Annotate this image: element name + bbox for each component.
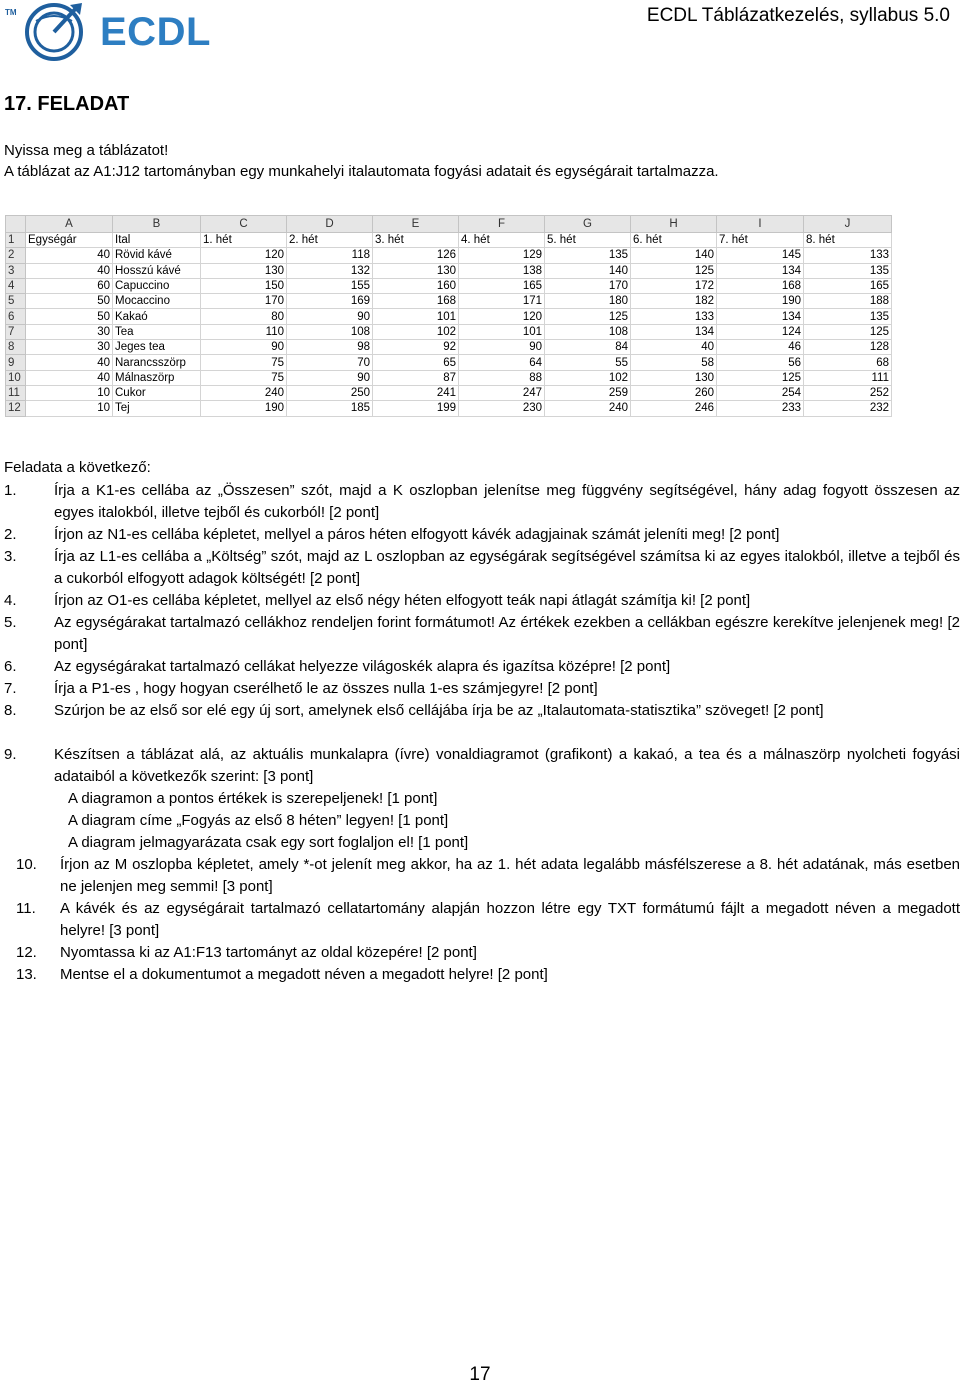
brand-name: ECDL xyxy=(100,10,211,54)
table-cell: 60 xyxy=(26,278,113,293)
table-cell: 259 xyxy=(545,385,631,400)
table-row xyxy=(6,401,892,416)
table-cell: 10 xyxy=(26,401,113,416)
table-cell: 58 xyxy=(631,355,717,370)
table-cell: 172 xyxy=(631,278,717,293)
table-cell: 50 xyxy=(26,309,113,324)
table-cell: 110 xyxy=(201,324,287,339)
task-text: Az egységárakat tartalmazó cellákat helyezze világoskék alapra és igazítsa középre! [2 pont] xyxy=(54,658,671,675)
task-item xyxy=(4,942,960,964)
table-cell: 126 xyxy=(373,248,459,263)
table-cell: 180 xyxy=(545,294,631,309)
column-header: H xyxy=(631,216,717,233)
table-cell: 92 xyxy=(373,340,459,355)
table-cell: 40 xyxy=(26,248,113,263)
row-header: 8 xyxy=(6,340,26,355)
table-cell: Málnaszörp xyxy=(113,370,201,385)
task-number: 2. xyxy=(4,526,17,543)
task-item xyxy=(4,854,960,898)
table-cell: 50 xyxy=(26,294,113,309)
header-cell: 2. hét xyxy=(287,233,373,248)
row-header: 1 xyxy=(6,233,26,248)
table-cell: 75 xyxy=(201,370,287,385)
table-cell: 169 xyxy=(287,294,373,309)
task-number: 10. xyxy=(16,856,37,873)
spreadsheet-table xyxy=(5,215,892,417)
table-cell: 133 xyxy=(631,309,717,324)
table-cell: 56 xyxy=(717,355,804,370)
table-cell: 87 xyxy=(373,370,459,385)
row-header: 7 xyxy=(6,324,26,339)
task-number: 8. xyxy=(4,702,17,719)
trademark-mark: TM xyxy=(5,8,17,17)
row-header: 2 xyxy=(6,248,26,263)
task-subitem: A diagram jelmagyarázata csak egy sort foglaljon el! [1 pont] xyxy=(68,834,469,851)
table-cell: 190 xyxy=(717,294,804,309)
table-cell: 150 xyxy=(201,278,287,293)
table-cell: 199 xyxy=(373,401,459,416)
table-cell: 138 xyxy=(459,263,545,278)
header-cell: 8. hét xyxy=(804,233,892,248)
task-item xyxy=(4,612,960,656)
task-text: A kávék és az egységárait tartalmazó cellatartomány alapján hozzon létre egy TXT formátumú fájlt a megadott néven a megadott helyre! [3 pont] xyxy=(60,900,960,939)
header-cell: 7. hét xyxy=(717,233,804,248)
table-cell: 88 xyxy=(459,370,545,385)
table-cell: 120 xyxy=(201,248,287,263)
column-header: A xyxy=(26,216,113,233)
task-item xyxy=(4,744,960,788)
table-cell: 233 xyxy=(717,401,804,416)
table-cell: Capuccino xyxy=(113,278,201,293)
table-row xyxy=(6,309,892,324)
table-cell: 165 xyxy=(804,278,892,293)
column-header: E xyxy=(373,216,459,233)
header-cell: 4. hét xyxy=(459,233,545,248)
table-cell: 90 xyxy=(201,340,287,355)
table-cell: 101 xyxy=(373,309,459,324)
row-header: 11 xyxy=(6,385,26,400)
table-cell: Rövid kávé xyxy=(113,248,201,263)
task-item xyxy=(4,678,960,700)
task-text: Szúrjon be az első sor elé egy új sort, amelynek első cellájába írja be az „Italautomata-statisztika” szöveget! [2 pont] xyxy=(54,702,824,719)
table-cell: 46 xyxy=(717,340,804,355)
task-title: 17. FELADAT xyxy=(4,93,130,115)
header-cell: 5. hét xyxy=(545,233,631,248)
task-text: Írja a P1-es , hogy hogyan cserélhető le az összes nulla 1-es számjegyre! [2 pont] xyxy=(54,680,598,697)
table-row xyxy=(6,340,892,355)
table-cell: 130 xyxy=(373,263,459,278)
column-header: G xyxy=(545,216,631,233)
table-cell: 252 xyxy=(804,385,892,400)
task-text: Készítsen a táblázat alá, az aktuális munkalapra (ívre) vonaldiagramot (grafikont) a kakaó, a tea és a málnaszörp nyolcheti fogyási adataiból a következők szerint: [3 pont] xyxy=(54,746,960,785)
task-text: Az egységárakat tartalmazó cellákhoz rendeljen forint formátumot! Az értékek ezekben a cellákban egészre kerekítve jelenjenek meg! [2 pont] xyxy=(54,614,960,653)
table-cell: Mocaccino xyxy=(113,294,201,309)
task-subitem: A diagramon a pontos értékek is szerepeljenek! [1 pont] xyxy=(68,790,438,807)
table-row xyxy=(6,385,892,400)
task-list-lead: Feladata a következő: xyxy=(4,459,151,476)
table-cell: Kakaó xyxy=(113,309,201,324)
table-row xyxy=(6,278,892,293)
table-cell: 170 xyxy=(545,278,631,293)
row-header: 10 xyxy=(6,370,26,385)
task-text: Írjon az M oszlopba képletet, amely *-ot jelenít meg akkor, ha az 1. hét adata legalább másfélszerese a 8. hét adatának, más esetben ne jelenjen meg semmi! [3 pont] xyxy=(60,856,960,895)
task-number: 7. xyxy=(4,680,17,697)
table-cell: 102 xyxy=(373,324,459,339)
header-cell: 6. hét xyxy=(631,233,717,248)
table-cell: Tej xyxy=(113,401,201,416)
page-number: 17 xyxy=(469,1364,491,1385)
table-cell: 84 xyxy=(545,340,631,355)
task-number: 5. xyxy=(4,614,17,631)
table-cell: 133 xyxy=(804,248,892,263)
table-cell: 171 xyxy=(459,294,545,309)
table-cell: 90 xyxy=(287,309,373,324)
task-text: Írjon az O1-es cellába képletet, mellyel az első négy héten elfogyott teák napi átlagát számítja ki! [2 pont] xyxy=(54,592,751,609)
task-list xyxy=(4,480,960,986)
table-row xyxy=(6,263,892,278)
table-cell: 230 xyxy=(459,401,545,416)
header-cell: Egységár xyxy=(26,233,113,248)
column-header: B xyxy=(113,216,201,233)
table-row xyxy=(6,248,892,263)
column-header-row xyxy=(6,216,892,233)
table-cell: 188 xyxy=(804,294,892,309)
table-cell: 128 xyxy=(804,340,892,355)
ecdl-logo-icon xyxy=(14,1,94,63)
table-cell: 182 xyxy=(631,294,717,309)
task-item xyxy=(4,898,960,942)
header-cell: 1. hét xyxy=(201,233,287,248)
table-cell: 125 xyxy=(804,324,892,339)
column-header: J xyxy=(804,216,892,233)
header-cell: Ital xyxy=(113,233,201,248)
task-text: Írja az L1-es cellába a „Költség” szót, majd az L oszlopban az egységárak segítségével számítsa ki az egyes italokból, illetve a tejből és a cukorból elfogyott adagok költségét! [2 pont] xyxy=(54,548,960,587)
table-cell: 68 xyxy=(804,355,892,370)
page-header xyxy=(0,0,960,62)
table-cell: Cukor xyxy=(113,385,201,400)
table-cell: 125 xyxy=(631,263,717,278)
table-cell: 70 xyxy=(287,355,373,370)
table-cell: 90 xyxy=(287,370,373,385)
select-all-corner xyxy=(6,216,26,233)
table-cell: 75 xyxy=(201,355,287,370)
table-cell: 135 xyxy=(804,309,892,324)
task-item xyxy=(4,480,960,524)
table-cell: 40 xyxy=(631,340,717,355)
table-cell: 108 xyxy=(545,324,631,339)
table-row xyxy=(6,355,892,370)
table-cell: 185 xyxy=(287,401,373,416)
table-cell: 10 xyxy=(26,385,113,400)
table-cell: 254 xyxy=(717,385,804,400)
table-cell: 232 xyxy=(804,401,892,416)
table-cell: 40 xyxy=(26,355,113,370)
row-header: 6 xyxy=(6,309,26,324)
row-header: 4 xyxy=(6,278,26,293)
table-cell: 30 xyxy=(26,340,113,355)
table-cell: 160 xyxy=(373,278,459,293)
table-cell: 65 xyxy=(373,355,459,370)
table-cell: 129 xyxy=(459,248,545,263)
task-number: 6. xyxy=(4,658,17,675)
task-item xyxy=(4,700,960,722)
table-cell: 140 xyxy=(631,248,717,263)
task-text: Nyomtassa ki az A1:F13 tartományt az oldal közepére! [2 pont] xyxy=(60,944,477,961)
task-subitem: A diagram címe „Fogyás az első 8 héten” legyen! [1 pont] xyxy=(68,812,449,829)
table-cell: 132 xyxy=(287,263,373,278)
spreadsheet-screenshot xyxy=(5,215,891,425)
spacer xyxy=(4,722,960,744)
table-cell: 155 xyxy=(287,278,373,293)
row-header: 3 xyxy=(6,263,26,278)
intro-line-1: Nyissa meg a táblázatot! xyxy=(4,142,169,159)
table-cell: 40 xyxy=(26,370,113,385)
task-text: Írjon az N1-es cellába képletet, mellyel a páros héten elfogyott kávék adagjainak számát jeleníti meg! [2 pont] xyxy=(54,526,780,543)
table-cell: 168 xyxy=(717,278,804,293)
table-cell: 102 xyxy=(545,370,631,385)
task-text: Mentse el a dokumentumot a megadott néven a megadott helyre! [2 pont] xyxy=(60,966,548,983)
column-header: I xyxy=(717,216,804,233)
column-header: F xyxy=(459,216,545,233)
table-cell: Tea xyxy=(113,324,201,339)
table-cell: 80 xyxy=(201,309,287,324)
column-header: C xyxy=(201,216,287,233)
table-cell: 125 xyxy=(545,309,631,324)
row-header: 12 xyxy=(6,401,26,416)
task-item xyxy=(4,546,960,590)
table-cell: 145 xyxy=(717,248,804,263)
row-header: 9 xyxy=(6,355,26,370)
table-cell: 240 xyxy=(201,385,287,400)
table-cell: 134 xyxy=(631,324,717,339)
column-header: D xyxy=(287,216,373,233)
intro-line-2: A táblázat az A1:J12 tartományban egy munkahelyi italautomata fogyási adatait és egységárait tartalmazza. xyxy=(4,163,719,180)
table-row xyxy=(6,233,892,248)
task-item xyxy=(4,656,960,678)
table-cell: 240 xyxy=(545,401,631,416)
table-cell: 130 xyxy=(631,370,717,385)
table-cell: 124 xyxy=(717,324,804,339)
table-cell: 134 xyxy=(717,263,804,278)
table-cell: 108 xyxy=(287,324,373,339)
table-cell: 135 xyxy=(545,248,631,263)
row-header: 5 xyxy=(6,294,26,309)
table-cell: 130 xyxy=(201,263,287,278)
table-cell: 111 xyxy=(804,370,892,385)
document-title: ECDL Táblázatkezelés, syllabus 5.0 xyxy=(646,5,950,26)
table-cell: 140 xyxy=(545,263,631,278)
table-cell: 165 xyxy=(459,278,545,293)
task-number: 13. xyxy=(16,966,37,983)
task-item xyxy=(4,964,960,986)
table-cell: Jeges tea xyxy=(113,340,201,355)
task-number: 11. xyxy=(16,900,36,917)
task-item xyxy=(4,524,960,546)
table-cell: 125 xyxy=(717,370,804,385)
table-row xyxy=(6,324,892,339)
table-cell: 98 xyxy=(287,340,373,355)
task-number: 12. xyxy=(16,944,37,961)
header-cell: 3. hét xyxy=(373,233,459,248)
task-text: Írja a K1-es cellába az „Összesen” szót, majd a K oszlopban jelenítse meg függvény segítségével, hány adag fogyott összesen az egyes italokból, illetve tejből és cukorból! [2 pont] xyxy=(54,482,960,521)
table-cell: 120 xyxy=(459,309,545,324)
task-item xyxy=(4,590,960,612)
table-cell: 30 xyxy=(26,324,113,339)
table-row xyxy=(6,294,892,309)
task-number: 1. xyxy=(4,482,17,499)
table-cell: 250 xyxy=(287,385,373,400)
task-number: 4. xyxy=(4,592,17,609)
table-cell: Hosszú kávé xyxy=(113,263,201,278)
table-cell: Narancsszörp xyxy=(113,355,201,370)
table-cell: 134 xyxy=(717,309,804,324)
table-cell: 64 xyxy=(459,355,545,370)
table-cell: 118 xyxy=(287,248,373,263)
table-cell: 90 xyxy=(459,340,545,355)
table-cell: 170 xyxy=(201,294,287,309)
table-cell: 260 xyxy=(631,385,717,400)
table-row xyxy=(6,370,892,385)
table-cell: 55 xyxy=(545,355,631,370)
table-cell: 101 xyxy=(459,324,545,339)
table-cell: 190 xyxy=(201,401,287,416)
table-cell: 246 xyxy=(631,401,717,416)
task-number: 9. xyxy=(4,746,17,763)
table-cell: 247 xyxy=(459,385,545,400)
table-cell: 40 xyxy=(26,263,113,278)
task-number: 3. xyxy=(4,548,17,565)
table-cell: 168 xyxy=(373,294,459,309)
table-cell: 241 xyxy=(373,385,459,400)
table-cell: 135 xyxy=(804,263,892,278)
